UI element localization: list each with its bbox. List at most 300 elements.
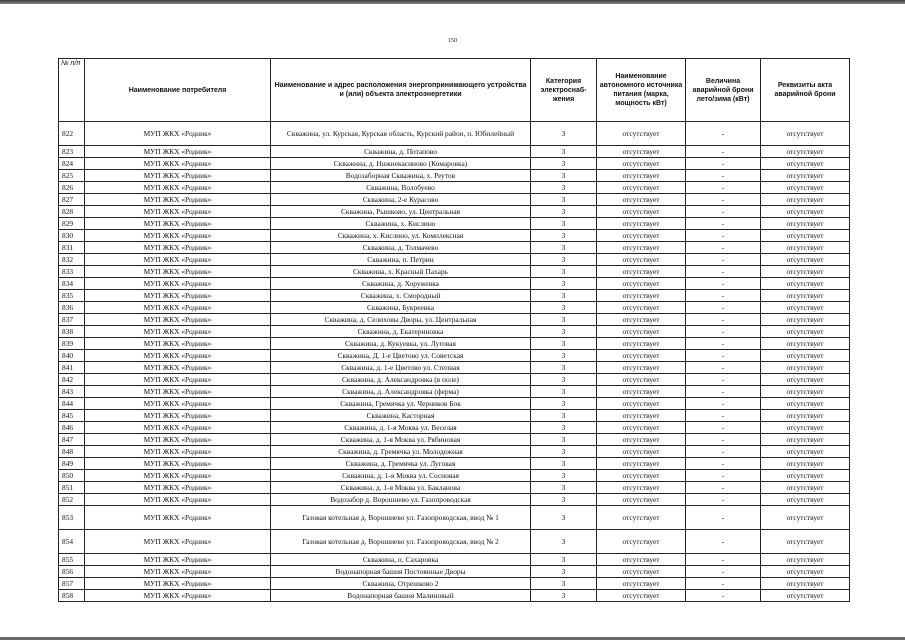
cell-num: 856 — [59, 566, 85, 578]
cell-reserve: - — [686, 458, 761, 470]
cell-reserve: - — [686, 590, 761, 602]
cell-reserve: - — [686, 470, 761, 482]
table-row — [59, 398, 850, 410]
cell-source: отсутствует — [597, 446, 686, 458]
cell-source: отсутствует — [597, 122, 686, 146]
cell-device: Скважина, д. Толмачево — [271, 242, 531, 254]
cell-act: отсутствует — [761, 218, 850, 230]
cell-device: Скважина, х. Кислино, ул. Комплексная — [271, 230, 531, 242]
cell-consumer: МУП ЖКХ «Родник» — [85, 242, 271, 254]
cell-device: Скважина, ул. Курская, Курская область, Курский район, п. Юбилейный — [271, 122, 531, 146]
cell-consumer: МУП ЖКХ «Родник» — [85, 590, 271, 602]
cell-device: Скважина, д. 1-я Моква ул. Бакланова — [271, 482, 531, 494]
cell-category: 3 — [531, 302, 597, 314]
cell-num: 846 — [59, 422, 85, 434]
cell-consumer: МУП ЖКХ «Родник» — [85, 182, 271, 194]
cell-category: 3 — [531, 122, 597, 146]
table-row — [59, 314, 850, 326]
cell-source: отсутствует — [597, 146, 686, 158]
cell-act: отсутствует — [761, 122, 850, 146]
cell-device: Скважина, д. Гремячка ул. Молодежная — [271, 446, 531, 458]
cell-device: Скважина, х. Смородный — [271, 290, 531, 302]
cell-device: Скважина, д. Гремячка ул. Луговая — [271, 458, 531, 470]
cell-category: 3 — [531, 362, 597, 374]
table-row — [59, 422, 850, 434]
cell-category: 3 — [531, 194, 597, 206]
table-row — [59, 578, 850, 590]
cell-source: отсутствует — [597, 266, 686, 278]
cell-reserve: - — [686, 278, 761, 290]
cell-num: 825 — [59, 170, 85, 182]
cell-num: 857 — [59, 578, 85, 590]
cell-reserve: - — [686, 530, 761, 554]
consumer-register-table — [58, 58, 850, 602]
cell-category: 3 — [531, 374, 597, 386]
cell-consumer: МУП ЖКХ «Родник» — [85, 506, 271, 530]
cell-num: 843 — [59, 386, 85, 398]
cell-source: отсутствует — [597, 554, 686, 566]
cell-act: отсутствует — [761, 554, 850, 566]
cell-source: отсутствует — [597, 218, 686, 230]
cell-reserve: - — [686, 206, 761, 218]
cell-num: 822 — [59, 122, 85, 146]
cell-device: Скважина, д. 1-я Моква ул. Рябиновая — [271, 434, 531, 446]
cell-category: 3 — [531, 242, 597, 254]
cell-consumer: МУП ЖКХ «Родник» — [85, 254, 271, 266]
cell-act: отсутствует — [761, 398, 850, 410]
table-row — [59, 278, 850, 290]
table-row — [59, 482, 850, 494]
header-num: № п/п — [59, 59, 85, 122]
cell-category: 3 — [531, 290, 597, 302]
cell-source: отсутствует — [597, 302, 686, 314]
cell-act: отсутствует — [761, 434, 850, 446]
table-row — [59, 302, 850, 314]
cell-reserve: - — [686, 254, 761, 266]
cell-consumer: МУП ЖКХ «Родник» — [85, 218, 271, 230]
cell-act: отсутствует — [761, 158, 850, 170]
cell-device: Скважина, д. 1-я Моква ул. Сосновая — [271, 470, 531, 482]
cell-source: отсутствует — [597, 530, 686, 554]
table-row — [59, 494, 850, 506]
cell-source: отсутствует — [597, 470, 686, 482]
cell-category: 3 — [531, 494, 597, 506]
cell-device: Скважина, Д. 1-е Цветово ул. Советская — [271, 350, 531, 362]
cell-reserve: - — [686, 170, 761, 182]
cell-consumer: МУП ЖКХ «Родник» — [85, 278, 271, 290]
cell-category: 3 — [531, 470, 597, 482]
cell-act: отсутствует — [761, 230, 850, 242]
cell-source: отсутствует — [597, 590, 686, 602]
cell-num: 848 — [59, 446, 85, 458]
table-row — [59, 338, 850, 350]
cell-consumer: МУП ЖКХ «Родник» — [85, 374, 271, 386]
cell-category: 3 — [531, 254, 597, 266]
cell-reserve: - — [686, 482, 761, 494]
cell-num: 841 — [59, 362, 85, 374]
cell-num: 847 — [59, 434, 85, 446]
cell-act: отсутствует — [761, 194, 850, 206]
cell-category: 3 — [531, 458, 597, 470]
cell-act: отсутствует — [761, 422, 850, 434]
cell-category: 3 — [531, 446, 597, 458]
cell-category: 3 — [531, 170, 597, 182]
cell-act: отсутствует — [761, 386, 850, 398]
table-row — [59, 158, 850, 170]
cell-category: 3 — [531, 410, 597, 422]
cell-act: отсутствует — [761, 578, 850, 590]
cell-source: отсутствует — [597, 506, 686, 530]
cell-num: 853 — [59, 506, 85, 530]
cell-category: 3 — [531, 590, 597, 602]
cell-device: Скважина, Волобуево — [271, 182, 531, 194]
cell-reserve: - — [686, 350, 761, 362]
cell-num: 849 — [59, 458, 85, 470]
cell-reserve: - — [686, 446, 761, 458]
cell-consumer: МУП ЖКХ «Родник» — [85, 206, 271, 218]
table-row — [59, 386, 850, 398]
cell-act: отсутствует — [761, 494, 850, 506]
cell-reserve: - — [686, 338, 761, 350]
cell-act: отсутствует — [761, 374, 850, 386]
cell-device: Скважина, х. Красный Пахарь — [271, 266, 531, 278]
cell-num: 829 — [59, 218, 85, 230]
cell-consumer: МУП ЖКХ «Родник» — [85, 482, 271, 494]
cell-num: 833 — [59, 266, 85, 278]
cell-device: Скважина, д. Александровка (ферма) — [271, 386, 531, 398]
cell-reserve: - — [686, 302, 761, 314]
cell-consumer: МУП ЖКХ «Родник» — [85, 314, 271, 326]
cell-num: 831 — [59, 242, 85, 254]
cell-source: отсутствует — [597, 182, 686, 194]
cell-category: 3 — [531, 530, 597, 554]
cell-reserve: - — [686, 194, 761, 206]
cell-act: отсутствует — [761, 350, 850, 362]
cell-device: Скважина, 2-е Курасово — [271, 194, 531, 206]
cell-source: отсутствует — [597, 158, 686, 170]
cell-category: 3 — [531, 386, 597, 398]
cell-num: 850 — [59, 470, 85, 482]
cell-consumer: МУП ЖКХ «Родник» — [85, 302, 271, 314]
cell-category: 3 — [531, 314, 597, 326]
cell-source: отсутствует — [597, 398, 686, 410]
cell-act: отсутствует — [761, 470, 850, 482]
table-row — [59, 362, 850, 374]
cell-num: 830 — [59, 230, 85, 242]
cell-act: отсутствует — [761, 458, 850, 470]
cell-act: отсутствует — [761, 362, 850, 374]
cell-category: 3 — [531, 482, 597, 494]
cell-reserve: - — [686, 182, 761, 194]
cell-category: 3 — [531, 326, 597, 338]
cell-source: отсутствует — [597, 194, 686, 206]
cell-reserve: - — [686, 158, 761, 170]
cell-reserve: - — [686, 266, 761, 278]
cell-reserve: - — [686, 410, 761, 422]
cell-num: 832 — [59, 254, 85, 266]
cell-num: 855 — [59, 554, 85, 566]
cell-device: Скважина, Букреевка — [271, 302, 531, 314]
cell-act: отсутствует — [761, 530, 850, 554]
cell-reserve: - — [686, 290, 761, 302]
cell-source: отсутствует — [597, 578, 686, 590]
cell-consumer: МУП ЖКХ «Родник» — [85, 494, 271, 506]
cell-source: отсутствует — [597, 374, 686, 386]
cell-act: отсутствует — [761, 410, 850, 422]
cell-device: Скважина, д. 1-е Цветово ул. Степная — [271, 362, 531, 374]
table-row — [59, 326, 850, 338]
cell-category: 3 — [531, 506, 597, 530]
table-row — [59, 566, 850, 578]
cell-num: 845 — [59, 410, 85, 422]
cell-num: 842 — [59, 374, 85, 386]
cell-act: отсутствует — [761, 182, 850, 194]
cell-consumer: МУП ЖКХ «Родник» — [85, 122, 271, 146]
cell-category: 3 — [531, 278, 597, 290]
cell-source: отсутствует — [597, 290, 686, 302]
cell-device: Скважина, д. Хоружевка — [271, 278, 531, 290]
cell-category: 3 — [531, 266, 597, 278]
cell-consumer: МУП ЖКХ «Родник» — [85, 362, 271, 374]
cell-consumer: МУП ЖКХ «Родник» — [85, 146, 271, 158]
table-row — [59, 506, 850, 530]
cell-device: Скважина, Гремячка ул. Черников Бок — [271, 398, 531, 410]
cell-reserve: - — [686, 326, 761, 338]
cell-act: отсутствует — [761, 326, 850, 338]
cell-source: отсутствует — [597, 278, 686, 290]
cell-reserve: - — [686, 434, 761, 446]
table-row — [59, 170, 850, 182]
cell-consumer: МУП ЖКХ «Родник» — [85, 350, 271, 362]
cell-num: 844 — [59, 398, 85, 410]
table-row — [59, 290, 850, 302]
cell-category: 3 — [531, 230, 597, 242]
cell-act: отсутствует — [761, 302, 850, 314]
cell-device: Скважина, д. 1-я Моква ул. Веселая — [271, 422, 531, 434]
cell-device: Водонапорная башня Малиновый — [271, 590, 531, 602]
cell-act: отсутствует — [761, 482, 850, 494]
cell-num: 834 — [59, 278, 85, 290]
cell-reserve: - — [686, 386, 761, 398]
cell-device: Водозаборная Скважина, х. Реутов — [271, 170, 531, 182]
cell-act: отсутствует — [761, 242, 850, 254]
cell-act: отсутствует — [761, 146, 850, 158]
header-category: Категория электроснаб-жения — [531, 59, 597, 122]
cell-device: Скважина, Рышково, ул. Центральная — [271, 206, 531, 218]
cell-num: 826 — [59, 182, 85, 194]
cell-category: 3 — [531, 398, 597, 410]
cell-consumer: МУП ЖКХ «Родник» — [85, 170, 271, 182]
table-row — [59, 590, 850, 602]
page-number: 150 — [448, 38, 457, 44]
cell-reserve: - — [686, 242, 761, 254]
cell-category: 3 — [531, 182, 597, 194]
table-row — [59, 470, 850, 482]
table-row — [59, 206, 850, 218]
header-act: Реквизиты акта аварийной брони — [761, 59, 850, 122]
cell-consumer: МУП ЖКХ «Родник» — [85, 458, 271, 470]
cell-source: отсутствует — [597, 242, 686, 254]
table-row — [59, 266, 850, 278]
cell-category: 3 — [531, 350, 597, 362]
cell-act: отсутствует — [761, 506, 850, 530]
cell-consumer: МУП ЖКХ «Родник» — [85, 422, 271, 434]
cell-act: отсутствует — [761, 266, 850, 278]
table-row — [59, 530, 850, 554]
cell-source: отсутствует — [597, 338, 686, 350]
cell-num: 823 — [59, 146, 85, 158]
cell-device: Скважина, д. Кукуевка, ул. Луговая — [271, 338, 531, 350]
cell-reserve: - — [686, 398, 761, 410]
cell-source: отсутствует — [597, 350, 686, 362]
cell-source: отсутствует — [597, 434, 686, 446]
cell-consumer: МУП ЖКХ «Родник» — [85, 434, 271, 446]
cell-num: 835 — [59, 290, 85, 302]
table-header-row — [59, 59, 850, 122]
cell-act: отсутствует — [761, 446, 850, 458]
cell-consumer: МУП ЖКХ «Родник» — [85, 230, 271, 242]
cell-consumer: МУП ЖКХ «Родник» — [85, 446, 271, 458]
cell-act: отсутствует — [761, 170, 850, 182]
table-row — [59, 182, 850, 194]
cell-device: Скважина, х. Кислино — [271, 218, 531, 230]
cell-category: 3 — [531, 206, 597, 218]
cell-act: отсутствует — [761, 338, 850, 350]
cell-category: 3 — [531, 218, 597, 230]
cell-device: Скважина, д. Александровка (в поле) — [271, 374, 531, 386]
cell-device: Скважина, д. Потапово — [271, 146, 531, 158]
cell-source: отсутствует — [597, 206, 686, 218]
cell-source: отсутствует — [597, 422, 686, 434]
cell-consumer: МУП ЖКХ «Родник» — [85, 530, 271, 554]
table-row — [59, 350, 850, 362]
cell-device: Газовая котельная д. Ворошнево ул. Газопроводская, ввод № 1 — [271, 506, 531, 530]
cell-consumer: МУП ЖКХ «Родник» — [85, 398, 271, 410]
cell-device: Скважина, д. Селиховы Дворы, ул. Центральная — [271, 314, 531, 326]
cell-act: отсутствует — [761, 206, 850, 218]
cell-device: Скважина, п. Петрин — [271, 254, 531, 266]
table-row — [59, 242, 850, 254]
cell-device: Скважина, д. Екатериновка — [271, 326, 531, 338]
cell-category: 3 — [531, 554, 597, 566]
cell-reserve: - — [686, 554, 761, 566]
cell-act: отсутствует — [761, 566, 850, 578]
cell-act: отсутствует — [761, 254, 850, 266]
table-row — [59, 122, 850, 146]
header-reserve: Величина аварийной брони лето/зима (кВт) — [686, 59, 761, 122]
cell-source: отсутствует — [597, 254, 686, 266]
cell-source: отсутствует — [597, 482, 686, 494]
cell-reserve: - — [686, 422, 761, 434]
header-consumer: Наименование потребителя — [85, 59, 271, 122]
header-source: Наименование автономного источника питания (марка, мощность кВт) — [597, 59, 686, 122]
cell-source: отсутствует — [597, 170, 686, 182]
table-row — [59, 434, 850, 446]
cell-category: 3 — [531, 434, 597, 446]
cell-num: 854 — [59, 530, 85, 554]
cell-consumer: МУП ЖКХ «Родник» — [85, 470, 271, 482]
cell-num: 827 — [59, 194, 85, 206]
cell-source: отсутствует — [597, 326, 686, 338]
table-row — [59, 554, 850, 566]
cell-reserve: - — [686, 566, 761, 578]
table-row — [59, 446, 850, 458]
cell-act: отсутствует — [761, 590, 850, 602]
cell-num: 840 — [59, 350, 85, 362]
cell-source: отсутствует — [597, 386, 686, 398]
cell-num: 828 — [59, 206, 85, 218]
cell-category: 3 — [531, 578, 597, 590]
cell-source: отсутствует — [597, 314, 686, 326]
table-row — [59, 254, 850, 266]
table-row — [59, 410, 850, 422]
cell-source: отсутствует — [597, 566, 686, 578]
cell-num: 839 — [59, 338, 85, 350]
cell-device: Скважина, Отрешково 2 — [271, 578, 531, 590]
cell-reserve: - — [686, 230, 761, 242]
cell-num: 858 — [59, 590, 85, 602]
cell-consumer: МУП ЖКХ «Родник» — [85, 554, 271, 566]
table-row — [59, 218, 850, 230]
cell-act: отсутствует — [761, 314, 850, 326]
cell-reserve: - — [686, 218, 761, 230]
cell-consumer: МУП ЖКХ «Родник» — [85, 410, 271, 422]
cell-consumer: МУП ЖКХ «Родник» — [85, 194, 271, 206]
header-device: Наименование и адрес расположения энергопринимающего устройства и (или) объекта электроэнергетики — [271, 59, 531, 122]
cell-source: отсутствует — [597, 494, 686, 506]
cell-device: Водозабор д. Ворошнево ул. Газопроводская — [271, 494, 531, 506]
table-row — [59, 146, 850, 158]
cell-consumer: МУП ЖКХ «Родник» — [85, 578, 271, 590]
cell-reserve: - — [686, 314, 761, 326]
cell-device: Скважина, Касторная — [271, 410, 531, 422]
cell-reserve: - — [686, 374, 761, 386]
cell-category: 3 — [531, 146, 597, 158]
table-row — [59, 194, 850, 206]
cell-consumer: МУП ЖКХ «Родник» — [85, 266, 271, 278]
cell-num: 837 — [59, 314, 85, 326]
cell-consumer: МУП ЖКХ «Родник» — [85, 566, 271, 578]
cell-reserve: - — [686, 362, 761, 374]
cell-consumer: МУП ЖКХ «Родник» — [85, 338, 271, 350]
cell-category: 3 — [531, 158, 597, 170]
cell-act: отсутствует — [761, 278, 850, 290]
cell-source: отсутствует — [597, 458, 686, 470]
cell-num: 836 — [59, 302, 85, 314]
cell-num: 824 — [59, 158, 85, 170]
cell-device: Скважина, п. Сахаровка — [271, 554, 531, 566]
cell-category: 3 — [531, 422, 597, 434]
table-row — [59, 230, 850, 242]
cell-reserve: - — [686, 146, 761, 158]
cell-num: 852 — [59, 494, 85, 506]
cell-source: отсутствует — [597, 230, 686, 242]
table-row — [59, 374, 850, 386]
cell-device: Скважина, д. Нижнекасиново (Комаровка) — [271, 158, 531, 170]
cell-device: Газовая котельная д. Ворошнево ул. Газопроводская, ввод № 2 — [271, 530, 531, 554]
cell-num: 851 — [59, 482, 85, 494]
cell-reserve: - — [686, 122, 761, 146]
cell-source: отсутствует — [597, 410, 686, 422]
cell-category: 3 — [531, 338, 597, 350]
cell-consumer: МУП ЖКХ «Родник» — [85, 158, 271, 170]
cell-num: 838 — [59, 326, 85, 338]
cell-reserve: - — [686, 578, 761, 590]
cell-consumer: МУП ЖКХ «Родник» — [85, 386, 271, 398]
scan-edge-top — [0, 0, 905, 4]
cell-reserve: - — [686, 494, 761, 506]
table-row — [59, 458, 850, 470]
